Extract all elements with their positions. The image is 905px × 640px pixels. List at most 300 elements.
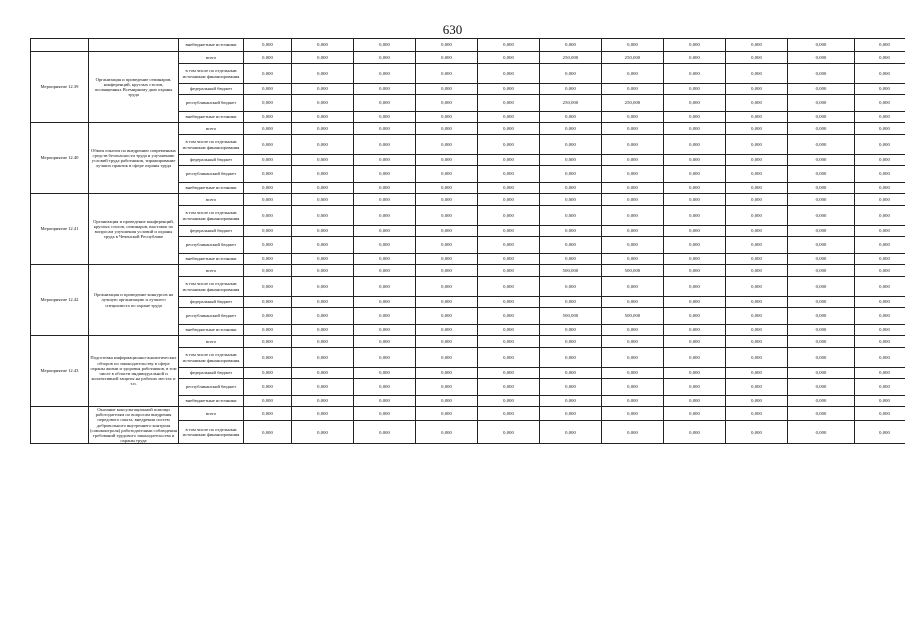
value-cell: 0,000 — [788, 206, 855, 226]
value-cell: 0,000 — [726, 237, 788, 254]
value-cell: 0,000 — [416, 421, 478, 444]
value-cell: 0,000 — [478, 123, 540, 135]
value-cell: 0,000 — [788, 297, 855, 308]
value-cell: 0,000 — [244, 64, 292, 84]
value-cell: 0,000 — [416, 206, 478, 226]
value-cell: 0,000 — [416, 95, 478, 112]
value-cell: 0,000 — [478, 64, 540, 84]
value-cell: 0,000 — [478, 166, 540, 183]
value-cell: 0,000 — [292, 135, 354, 155]
value-cell: 0,000 — [540, 254, 602, 265]
value-cell: 0,000 — [540, 407, 602, 421]
value-cell: 0,000 — [855, 226, 905, 237]
value-cell: 0,000 — [664, 277, 726, 297]
value-cell: 0,000 — [244, 166, 292, 183]
value-cell: 0,000 — [602, 166, 664, 183]
value-cell: 0,000 — [788, 368, 855, 379]
value-cell: 0,000 — [855, 95, 905, 112]
value-cell: 0,000 — [726, 226, 788, 237]
measure-description: Организация и проведение семинаров, конференций, круглых столов, посвященных Всемирному дню охраны труда — [89, 52, 179, 123]
value-cell: 0,000 — [726, 421, 788, 444]
value-cell: 0,000 — [478, 368, 540, 379]
value-cell: 0,000 — [244, 52, 292, 64]
source-cell: внебюджетные источники — [179, 396, 244, 407]
value-cell: 0,000 — [788, 123, 855, 135]
value-cell: 0,000 — [292, 368, 354, 379]
value-cell: 0,000 — [292, 52, 354, 64]
source-cell: всего — [179, 52, 244, 64]
value-cell: 0,000 — [478, 254, 540, 265]
value-cell: 0,000 — [664, 308, 726, 325]
value-cell: 0,000 — [292, 254, 354, 265]
table-row — [31, 336, 905, 348]
value-cell: 0,000 — [292, 237, 354, 254]
value-cell: 0,000 — [540, 206, 602, 226]
value-cell: 0,000 — [788, 237, 855, 254]
value-cell: 0,000 — [664, 194, 726, 206]
value-cell: 0,000 — [726, 254, 788, 265]
measure-code — [31, 407, 89, 444]
value-cell: 0,000 — [855, 336, 905, 348]
value-cell: 0,000 — [292, 206, 354, 226]
value-cell: 0,000 — [540, 325, 602, 336]
value-cell: 0,000 — [354, 379, 416, 396]
value-cell: 0,000 — [855, 84, 905, 95]
value-cell: 0,000 — [416, 226, 478, 237]
measure-description: Организация и проведение конкурсов на лучшую организацию и лучшего специалиста по охране труда — [89, 265, 179, 336]
value-cell: 0,000 — [416, 336, 478, 348]
value-cell: 0,000 — [726, 277, 788, 297]
funding-table — [30, 38, 905, 444]
source-cell: в том числе по отдельным источникам финансирования — [179, 135, 244, 155]
value-cell: 0,000 — [540, 166, 602, 183]
value-cell: 0,000 — [478, 155, 540, 166]
value-cell: 0,000 — [354, 84, 416, 95]
measure-description: Подготовка информационно-аналитических обзоров по законодательству в сфере охраны жизни и здоровья работников, в том числе в области индивидуальной и коллективной защиты на рабочих местах и т.п. — [89, 336, 179, 407]
source-cell: в том числе по отдельным источникам финансирования — [179, 64, 244, 84]
value-cell: 0,000 — [664, 254, 726, 265]
value-cell: 0,000 — [478, 325, 540, 336]
value-cell: 0,000 — [354, 421, 416, 444]
value-cell: 0,000 — [726, 166, 788, 183]
value-cell: 0,000 — [292, 277, 354, 297]
value-cell: 0,000 — [540, 84, 602, 95]
value-cell: 0,000 — [244, 254, 292, 265]
value-cell: 0,000 — [292, 123, 354, 135]
value-cell: 0,000 — [292, 226, 354, 237]
value-cell: 0,000 — [354, 166, 416, 183]
value-cell: 0,000 — [292, 336, 354, 348]
value-cell: 0,000 — [602, 237, 664, 254]
value-cell: 0,000 — [788, 166, 855, 183]
value-cell: 0,000 — [726, 39, 788, 52]
value-cell: 0,000 — [478, 407, 540, 421]
value-cell: 0,000 — [292, 183, 354, 194]
value-cell: 0,000 — [788, 265, 855, 277]
code-cell — [31, 39, 89, 52]
value-cell: 0,000 — [726, 123, 788, 135]
value-cell: 0,000 — [855, 155, 905, 166]
value-cell: 0,000 — [244, 155, 292, 166]
value-cell: 0,000 — [788, 421, 855, 444]
value-cell: 0,000 — [478, 237, 540, 254]
table-row — [31, 39, 905, 52]
value-cell: 0,000 — [788, 112, 855, 123]
value-cell: 0,000 — [292, 95, 354, 112]
value-cell: 0,000 — [354, 396, 416, 407]
value-cell: 0,000 — [602, 277, 664, 297]
value-cell: 0,000 — [354, 123, 416, 135]
value-cell: 0,000 — [416, 194, 478, 206]
value-cell: 0,000 — [664, 39, 726, 52]
value-cell: 0,000 — [416, 112, 478, 123]
value-cell: 250,000 — [602, 52, 664, 64]
value-cell: 0,000 — [788, 64, 855, 84]
value-cell: 0,000 — [855, 254, 905, 265]
measure-code: Мероприятие 12.40 — [31, 123, 89, 194]
value-cell: 0,000 — [540, 123, 602, 135]
value-cell: 0,000 — [726, 348, 788, 368]
source-cell: всего — [179, 194, 244, 206]
value-cell: 0,000 — [244, 226, 292, 237]
value-cell: 0,000 — [788, 183, 855, 194]
value-cell: 0,000 — [664, 135, 726, 155]
value-cell: 0,000 — [244, 194, 292, 206]
value-cell: 0,000 — [855, 166, 905, 183]
value-cell: 0,000 — [354, 206, 416, 226]
value-cell: 0,000 — [354, 39, 416, 52]
value-cell: 0,000 — [478, 336, 540, 348]
value-cell: 0,000 — [416, 166, 478, 183]
value-cell: 250,000 — [602, 95, 664, 112]
source-cell: республиканский бюджет — [179, 95, 244, 112]
value-cell: 0,000 — [602, 64, 664, 84]
value-cell: 0,000 — [664, 379, 726, 396]
value-cell: 0,000 — [292, 166, 354, 183]
value-cell: 0,000 — [855, 308, 905, 325]
value-cell: 0,000 — [855, 325, 905, 336]
desc-cell — [89, 39, 179, 52]
value-cell: 0,000 — [540, 135, 602, 155]
value-cell: 0,000 — [244, 206, 292, 226]
value-cell: 0,000 — [664, 64, 726, 84]
value-cell: 0,000 — [602, 407, 664, 421]
value-cell: 0,000 — [292, 308, 354, 325]
value-cell: 0,000 — [292, 396, 354, 407]
value-cell: 0,000 — [244, 39, 292, 52]
value-cell: 0,000 — [478, 379, 540, 396]
value-cell: 0,000 — [292, 265, 354, 277]
value-cell: 0,000 — [788, 194, 855, 206]
source-cell: внебюджетные источники — [179, 39, 244, 52]
table-row — [31, 407, 905, 421]
source-cell: в том числе по отдельным источникам финансирования — [179, 421, 244, 444]
value-cell: 0,000 — [244, 265, 292, 277]
value-cell: 0,000 — [664, 52, 726, 64]
value-cell: 0,000 — [354, 112, 416, 123]
value-cell: 0,000 — [354, 348, 416, 368]
source-cell: всего — [179, 123, 244, 135]
value-cell: 0,000 — [416, 308, 478, 325]
source-cell: федеральный бюджет — [179, 226, 244, 237]
value-cell: 0,000 — [855, 421, 905, 444]
value-cell: 0,000 — [602, 39, 664, 52]
value-cell: 0,000 — [540, 155, 602, 166]
value-cell: 0,000 — [664, 237, 726, 254]
value-cell: 0,000 — [354, 135, 416, 155]
source-cell: республиканский бюджет — [179, 237, 244, 254]
value-cell: 0,000 — [788, 226, 855, 237]
source-cell: всего — [179, 336, 244, 348]
source-cell: республиканский бюджет — [179, 308, 244, 325]
value-cell: 0,000 — [354, 254, 416, 265]
value-cell: 0,000 — [354, 194, 416, 206]
source-cell: в том числе по отдельным источникам финансирования — [179, 277, 244, 297]
value-cell: 0,000 — [244, 135, 292, 155]
value-cell: 0,000 — [855, 135, 905, 155]
measure-description: Оказание консультационной помощи работодателям по вопросам внедрения передового опыта, внедрения систем добровольного внутреннего контроля (самоконтроля) работодателями соблюдения требований трудового законодательства и охраны труда — [90, 407, 177, 444]
value-cell: 0,000 — [664, 166, 726, 183]
value-cell: 0,000 — [726, 64, 788, 84]
measure-code: Мероприятие 12.39 — [31, 52, 89, 123]
source-cell: внебюджетные источники — [179, 254, 244, 265]
value-cell: 0,000 — [602, 206, 664, 226]
value-cell: 0,000 — [244, 84, 292, 95]
value-cell: 0,000 — [478, 194, 540, 206]
source-cell: республиканский бюджет — [179, 166, 244, 183]
value-cell: 0,000 — [354, 407, 416, 421]
value-cell: 0,000 — [354, 325, 416, 336]
value-cell: 0,000 — [726, 84, 788, 95]
value-cell: 0,000 — [540, 421, 602, 444]
value-cell: 0,000 — [354, 336, 416, 348]
value-cell: 0,000 — [855, 194, 905, 206]
value-cell: 0,000 — [540, 348, 602, 368]
value-cell: 0,000 — [540, 64, 602, 84]
source-cell: всего — [179, 407, 244, 421]
value-cell: 0,000 — [788, 407, 855, 421]
value-cell: 0,000 — [292, 84, 354, 95]
value-cell: 0,000 — [292, 194, 354, 206]
value-cell: 0,000 — [416, 135, 478, 155]
source-cell: внебюджетные источники — [179, 183, 244, 194]
value-cell: 0,000 — [664, 206, 726, 226]
value-cell: 0,000 — [416, 84, 478, 95]
value-cell: 0,000 — [602, 155, 664, 166]
value-cell: 0,000 — [664, 396, 726, 407]
value-cell: 0,000 — [292, 297, 354, 308]
value-cell: 0,000 — [726, 407, 788, 421]
value-cell: 0,000 — [788, 52, 855, 64]
measure-code: Мероприятие 12.41 — [31, 194, 89, 265]
value-cell: 0,000 — [664, 407, 726, 421]
value-cell: 0,000 — [855, 297, 905, 308]
value-cell: 500,000 — [540, 308, 602, 325]
value-cell: 0,000 — [478, 421, 540, 444]
value-cell: 0,000 — [416, 155, 478, 166]
value-cell: 0,000 — [602, 325, 664, 336]
value-cell: 0,000 — [788, 155, 855, 166]
value-cell: 0,000 — [416, 123, 478, 135]
value-cell: 0,000 — [602, 336, 664, 348]
value-cell: 0,000 — [292, 112, 354, 123]
value-cell: 0,000 — [855, 64, 905, 84]
table-row — [31, 265, 905, 277]
value-cell: 0,000 — [664, 226, 726, 237]
value-cell: 0,000 — [478, 135, 540, 155]
value-cell: 0,000 — [726, 155, 788, 166]
source-cell: внебюджетные источники — [179, 112, 244, 123]
value-cell: 0,000 — [354, 297, 416, 308]
value-cell: 0,000 — [354, 64, 416, 84]
value-cell: 0,000 — [726, 308, 788, 325]
value-cell: 0,000 — [416, 297, 478, 308]
value-cell: 0,000 — [354, 237, 416, 254]
value-cell: 0,000 — [478, 112, 540, 123]
value-cell: 0,000 — [855, 407, 905, 421]
measure-description: Обмен опытом по внедрению современных средств безопасности труда и улучшению условий труда работников, тиражирование лучших практик в сфере охраны труда — [89, 123, 179, 194]
value-cell: 0,000 — [478, 206, 540, 226]
value-cell: 0,000 — [244, 183, 292, 194]
value-cell: 0,000 — [478, 265, 540, 277]
value-cell: 0,000 — [478, 396, 540, 407]
value-cell: 0,000 — [726, 183, 788, 194]
value-cell: 0,000 — [478, 84, 540, 95]
value-cell: 0,000 — [244, 407, 292, 421]
value-cell: 0,000 — [540, 183, 602, 194]
value-cell: 0,000 — [416, 39, 478, 52]
table-row — [31, 194, 905, 206]
value-cell: 0,000 — [416, 183, 478, 194]
value-cell: 0,000 — [602, 421, 664, 444]
source-cell: федеральный бюджет — [179, 84, 244, 95]
value-cell: 0,000 — [602, 194, 664, 206]
value-cell: 0,000 — [788, 308, 855, 325]
value-cell: 0,000 — [602, 112, 664, 123]
value-cell: 0,000 — [416, 277, 478, 297]
value-cell: 0,000 — [540, 379, 602, 396]
value-cell: 0,000 — [244, 112, 292, 123]
value-cell: 0,000 — [664, 297, 726, 308]
value-cell: 0,000 — [478, 297, 540, 308]
value-cell: 0,000 — [726, 194, 788, 206]
value-cell: 0,000 — [788, 84, 855, 95]
value-cell: 0,000 — [478, 348, 540, 368]
value-cell: 0,000 — [726, 396, 788, 407]
value-cell: 0,000 — [726, 265, 788, 277]
value-cell: 0,000 — [855, 396, 905, 407]
value-cell: 0,000 — [478, 95, 540, 112]
source-cell: в том числе по отдельным источникам финансирования — [179, 206, 244, 226]
value-cell: 0,000 — [540, 226, 602, 237]
value-cell: 0,000 — [664, 348, 726, 368]
page-number: 630 — [442, 22, 463, 37]
source-cell: всего — [179, 265, 244, 277]
table-row — [31, 123, 905, 135]
value-cell: 0,000 — [244, 308, 292, 325]
value-cell: 0,000 — [416, 325, 478, 336]
value-cell: 0,000 — [664, 368, 726, 379]
value-cell: 0,000 — [416, 52, 478, 64]
value-cell: 0,000 — [788, 135, 855, 155]
value-cell: 0,000 — [354, 368, 416, 379]
value-cell: 0,000 — [416, 407, 478, 421]
value-cell: 0,000 — [664, 183, 726, 194]
value-cell: 0,000 — [664, 84, 726, 95]
value-cell: 0,000 — [244, 95, 292, 112]
source-cell: в том числе по отдельным источникам финансирования — [179, 348, 244, 368]
value-cell: 0,000 — [244, 368, 292, 379]
value-cell: 0,000 — [602, 348, 664, 368]
value-cell: 0,000 — [292, 407, 354, 421]
value-cell: 0,000 — [416, 396, 478, 407]
value-cell: 0,000 — [602, 396, 664, 407]
value-cell: 0,000 — [478, 308, 540, 325]
value-cell: 250,000 — [540, 52, 602, 64]
value-cell: 0,000 — [664, 112, 726, 123]
value-cell: 0,000 — [726, 206, 788, 226]
source-cell: федеральный бюджет — [179, 297, 244, 308]
measure-description: Организация и проведение конференций, круглых столов, семинаров, выставок по вопросам улучшения условий и охраны труда в Чеченской Республике — [89, 194, 179, 265]
value-cell: 0,000 — [292, 348, 354, 368]
value-cell: 0,000 — [855, 237, 905, 254]
value-cell: 0,000 — [244, 379, 292, 396]
value-cell: 0,000 — [664, 336, 726, 348]
value-cell: 0,000 — [855, 112, 905, 123]
value-cell: 0,000 — [292, 155, 354, 166]
value-cell: 0,000 — [602, 254, 664, 265]
value-cell: 0,000 — [726, 135, 788, 155]
value-cell: 0,000 — [478, 52, 540, 64]
value-cell: 0,000 — [416, 348, 478, 368]
value-cell: 0,000 — [602, 135, 664, 155]
value-cell: 0,000 — [354, 183, 416, 194]
value-cell: 0,000 — [540, 194, 602, 206]
measure-code: Мероприятие 12.43 — [31, 336, 89, 407]
value-cell: 0,000 — [726, 52, 788, 64]
value-cell: 0,000 — [244, 336, 292, 348]
value-cell: 0,000 — [354, 277, 416, 297]
value-cell: 0,000 — [354, 155, 416, 166]
value-cell: 0,000 — [602, 84, 664, 95]
value-cell: 0,000 — [540, 368, 602, 379]
value-cell: 0,000 — [726, 336, 788, 348]
value-cell: 0,000 — [788, 254, 855, 265]
value-cell: 0,000 — [416, 237, 478, 254]
value-cell: 0,000 — [540, 237, 602, 254]
value-cell: 0,000 — [855, 265, 905, 277]
value-cell: 0,000 — [244, 396, 292, 407]
measure-code: Мероприятие 12.42 — [31, 265, 89, 336]
value-cell: 0,000 — [244, 297, 292, 308]
value-cell: 0,000 — [292, 421, 354, 444]
source-cell: республиканский бюджет — [179, 379, 244, 396]
value-cell: 0,000 — [540, 336, 602, 348]
value-cell: 0,000 — [855, 206, 905, 226]
value-cell: 0,000 — [292, 325, 354, 336]
value-cell: 0,000 — [602, 297, 664, 308]
value-cell: 0,000 — [540, 112, 602, 123]
value-cell: 0,000 — [788, 396, 855, 407]
value-cell: 0,000 — [540, 277, 602, 297]
value-cell: 0,000 — [354, 265, 416, 277]
value-cell: 0,000 — [855, 183, 905, 194]
value-cell: 0,000 — [540, 297, 602, 308]
value-cell: 0,000 — [788, 336, 855, 348]
value-cell: 0,000 — [478, 39, 540, 52]
value-cell: 0,000 — [788, 325, 855, 336]
value-cell: 0,000 — [478, 226, 540, 237]
